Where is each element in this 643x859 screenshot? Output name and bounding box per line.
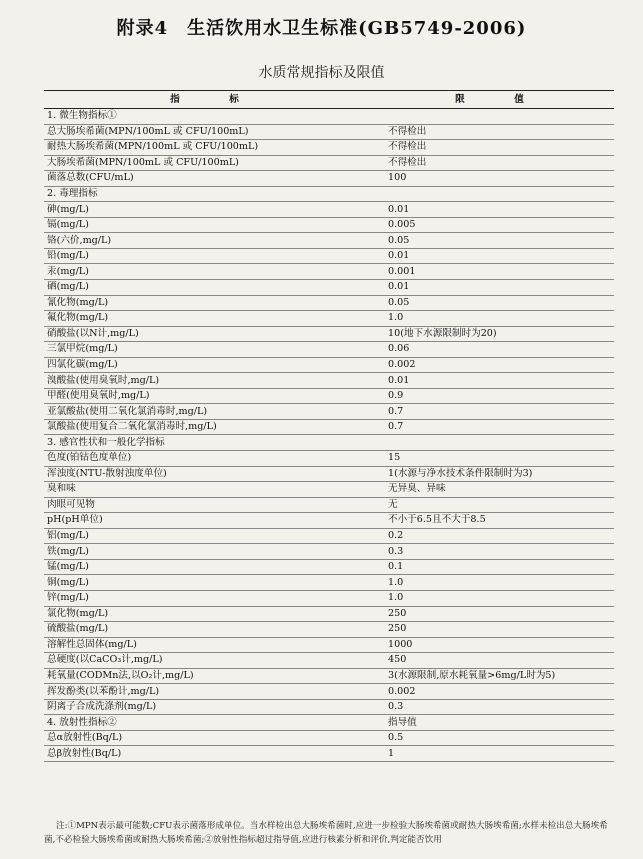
table-row bbox=[44, 637, 614, 653]
table-row bbox=[44, 668, 614, 684]
indicator-cell: 耐热大肠埃希菌(MPN/100mL 或 CFU/100mL) bbox=[44, 140, 385, 156]
table-row bbox=[44, 653, 614, 669]
indicator-cell: 铜(mg/L) bbox=[44, 575, 385, 591]
limit-cell: 10(地下水源限制时为20) bbox=[385, 326, 614, 342]
indicator-cell: 溴酸盐(使用臭氧时,mg/L) bbox=[44, 373, 385, 389]
limit-cell: 0.9 bbox=[385, 388, 614, 404]
limit-cell: 0.5 bbox=[385, 730, 614, 746]
limit-cell: 0.06 bbox=[385, 342, 614, 358]
indicator-cell: 硒(mg/L) bbox=[44, 280, 385, 296]
indicator-cell: 甲醛(使用臭氧时,mg/L) bbox=[44, 388, 385, 404]
limit-cell: 1(水源与净水技术条件限制时为3) bbox=[385, 466, 614, 482]
indicator-cell: 硫酸盐(mg/L) bbox=[44, 622, 385, 638]
indicator-cell: 镉(mg/L) bbox=[44, 217, 385, 233]
indicator-cell: 挥发酚类(以苯酚计,mg/L) bbox=[44, 684, 385, 700]
table-row bbox=[44, 295, 614, 311]
limit-cell: 0.1 bbox=[385, 559, 614, 575]
limit-cell bbox=[385, 186, 614, 202]
table-row bbox=[44, 435, 614, 451]
table-row bbox=[44, 342, 614, 358]
limit-cell: 0.05 bbox=[385, 233, 614, 249]
indicator-cell: 溶解性总固体(mg/L) bbox=[44, 637, 385, 653]
limit-cell: 1000 bbox=[385, 637, 614, 653]
limit-cell: 指导值 bbox=[385, 715, 614, 731]
indicator-cell: 三氯甲烷(mg/L) bbox=[44, 342, 385, 358]
indicator-cell: 4. 放射性指标② bbox=[44, 715, 385, 731]
table-row bbox=[44, 280, 614, 296]
limit-cell bbox=[385, 109, 614, 125]
indicator-cell: 阴离子合成洗涤剂(mg/L) bbox=[44, 699, 385, 715]
limit-cell: 不得检出 bbox=[385, 140, 614, 156]
table-row bbox=[44, 404, 614, 420]
table-row bbox=[44, 373, 614, 389]
limit-cell: 15 bbox=[385, 451, 614, 467]
table-row bbox=[44, 715, 614, 731]
indicator-cell: 铬(六价,mg/L) bbox=[44, 233, 385, 249]
table-row bbox=[44, 699, 614, 715]
table-row bbox=[44, 140, 614, 156]
header-indicator: 指 标 bbox=[44, 91, 385, 109]
limit-cell: 250 bbox=[385, 606, 614, 622]
table-row bbox=[44, 248, 614, 264]
indicator-cell: 大肠埃希菌(MPN/100mL 或 CFU/100mL) bbox=[44, 155, 385, 171]
table-row bbox=[44, 513, 614, 529]
table-row bbox=[44, 606, 614, 622]
limit-cell: 无异臭、异味 bbox=[385, 482, 614, 498]
table-row bbox=[44, 544, 614, 560]
indicator-cell: pH(pH单位) bbox=[44, 513, 385, 529]
limit-cell: 1.0 bbox=[385, 590, 614, 606]
indicator-cell: 锌(mg/L) bbox=[44, 590, 385, 606]
indicator-cell: 臭和味 bbox=[44, 482, 385, 498]
limit-cell: 0.05 bbox=[385, 295, 614, 311]
limit-cell: 1 bbox=[385, 746, 614, 762]
indicator-cell: 1. 微生物指标① bbox=[44, 109, 385, 125]
indicator-cell: 肉眼可见物 bbox=[44, 497, 385, 513]
indicator-cell: 氯酸盐(使用复合二氧化氯消毒时,mg/L) bbox=[44, 419, 385, 435]
indicator-cell: 硝酸盐(以N计,mg/L) bbox=[44, 326, 385, 342]
footnote: 注:①MPN表示最可能数;CFU表示菌落形成单位。当水样检出总大肠埃希菌时,应进一步检验大肠埃希菌或耐热大肠埃希菌;水样未检出总大肠埃希菌,不必检验大肠埃希菌或耐热大肠埃希菌;②放射性指标超过指导值,应进行核素分析和评价,判定能否饮用 bbox=[44, 821, 608, 845]
indicator-cell: 四氯化碳(mg/L) bbox=[44, 357, 385, 373]
limit-cell: 0.7 bbox=[385, 419, 614, 435]
water-quality-table bbox=[44, 90, 614, 762]
table-row bbox=[44, 357, 614, 373]
indicator-cell: 2. 毒理指标 bbox=[44, 186, 385, 202]
table-row bbox=[44, 311, 614, 327]
table-row bbox=[44, 622, 614, 638]
limit-cell: 0.3 bbox=[385, 544, 614, 560]
table-row bbox=[44, 326, 614, 342]
indicator-cell: 砷(mg/L) bbox=[44, 202, 385, 218]
indicator-cell: 铁(mg/L) bbox=[44, 544, 385, 560]
limit-cell: 不得检出 bbox=[385, 124, 614, 140]
limit-cell: 0.01 bbox=[385, 280, 614, 296]
limit-cell: 0.002 bbox=[385, 357, 614, 373]
limit-cell: 0.01 bbox=[385, 202, 614, 218]
table-row bbox=[44, 109, 614, 125]
indicator-cell: 氟化物(mg/L) bbox=[44, 311, 385, 327]
table-row bbox=[44, 466, 614, 482]
table-row bbox=[44, 684, 614, 700]
table-row bbox=[44, 451, 614, 467]
table-row bbox=[44, 264, 614, 280]
limit-cell: 0.3 bbox=[385, 699, 614, 715]
indicator-cell: 汞(mg/L) bbox=[44, 264, 385, 280]
indicator-cell: 总硬度(以CaCO₃计,mg/L) bbox=[44, 653, 385, 669]
table-row bbox=[44, 528, 614, 544]
header-limit: 限 值 bbox=[385, 91, 614, 109]
indicator-cell: 菌落总数(CFU/mL) bbox=[44, 171, 385, 187]
table-row bbox=[44, 730, 614, 746]
table-row bbox=[44, 217, 614, 233]
table-row bbox=[44, 233, 614, 249]
table-row bbox=[44, 186, 614, 202]
indicator-cell: 耗氧量(CODMn法,以O₂计,mg/L) bbox=[44, 668, 385, 684]
indicator-cell: 3. 感官性状和一般化学指标 bbox=[44, 435, 385, 451]
page-title: 附录4 生活饮用水卫生标准(GB5749-2006) bbox=[116, 18, 527, 39]
table-row bbox=[44, 155, 614, 171]
limit-cell: 无 bbox=[385, 497, 614, 513]
table-row bbox=[44, 497, 614, 513]
limit-cell: 100 bbox=[385, 171, 614, 187]
table-row bbox=[44, 419, 614, 435]
indicator-cell: 氰化物(mg/L) bbox=[44, 295, 385, 311]
indicator-cell: 氯化物(mg/L) bbox=[44, 606, 385, 622]
indicator-cell: 总α放射性(Bq/L) bbox=[44, 730, 385, 746]
limit-cell: 0.01 bbox=[385, 373, 614, 389]
table-row bbox=[44, 124, 614, 140]
limit-cell: 不小于6.5且不大于8.5 bbox=[385, 513, 614, 529]
limit-cell: 450 bbox=[385, 653, 614, 669]
indicator-cell: 色度(铂钴色度单位) bbox=[44, 451, 385, 467]
indicator-cell: 铅(mg/L) bbox=[44, 248, 385, 264]
table-row bbox=[44, 590, 614, 606]
limit-cell: 3(水源限制,原水耗氧量>6mg/L时为5) bbox=[385, 668, 614, 684]
indicator-cell: 总大肠埃希菌(MPN/100mL 或 CFU/100mL) bbox=[44, 124, 385, 140]
limit-cell: 0.001 bbox=[385, 264, 614, 280]
limit-cell: 1.0 bbox=[385, 575, 614, 591]
table-row bbox=[44, 388, 614, 404]
limit-cell: 0.7 bbox=[385, 404, 614, 420]
table-row bbox=[44, 482, 614, 498]
table-title: 水质常规指标及限值 bbox=[258, 65, 385, 81]
table-row bbox=[44, 559, 614, 575]
limit-cell: 0.01 bbox=[385, 248, 614, 264]
limit-cell: 不得检出 bbox=[385, 155, 614, 171]
indicator-cell: 总β放射性(Bq/L) bbox=[44, 746, 385, 762]
table-header-row bbox=[44, 91, 614, 109]
limit-cell bbox=[385, 435, 614, 451]
indicator-cell: 锰(mg/L) bbox=[44, 559, 385, 575]
indicator-cell: 铝(mg/L) bbox=[44, 528, 385, 544]
table-row bbox=[44, 171, 614, 187]
table-row bbox=[44, 746, 614, 762]
indicator-cell: 亚氯酸盐(使用二氧化氯消毒时,mg/L) bbox=[44, 404, 385, 420]
table-row bbox=[44, 575, 614, 591]
table-row bbox=[44, 202, 614, 218]
limit-cell: 1.0 bbox=[385, 311, 614, 327]
indicator-cell: 浑浊度(NTU-散射浊度单位) bbox=[44, 466, 385, 482]
limit-cell: 250 bbox=[385, 622, 614, 638]
limit-cell: 0.002 bbox=[385, 684, 614, 700]
limit-cell: 0.005 bbox=[385, 217, 614, 233]
limit-cell: 0.2 bbox=[385, 528, 614, 544]
